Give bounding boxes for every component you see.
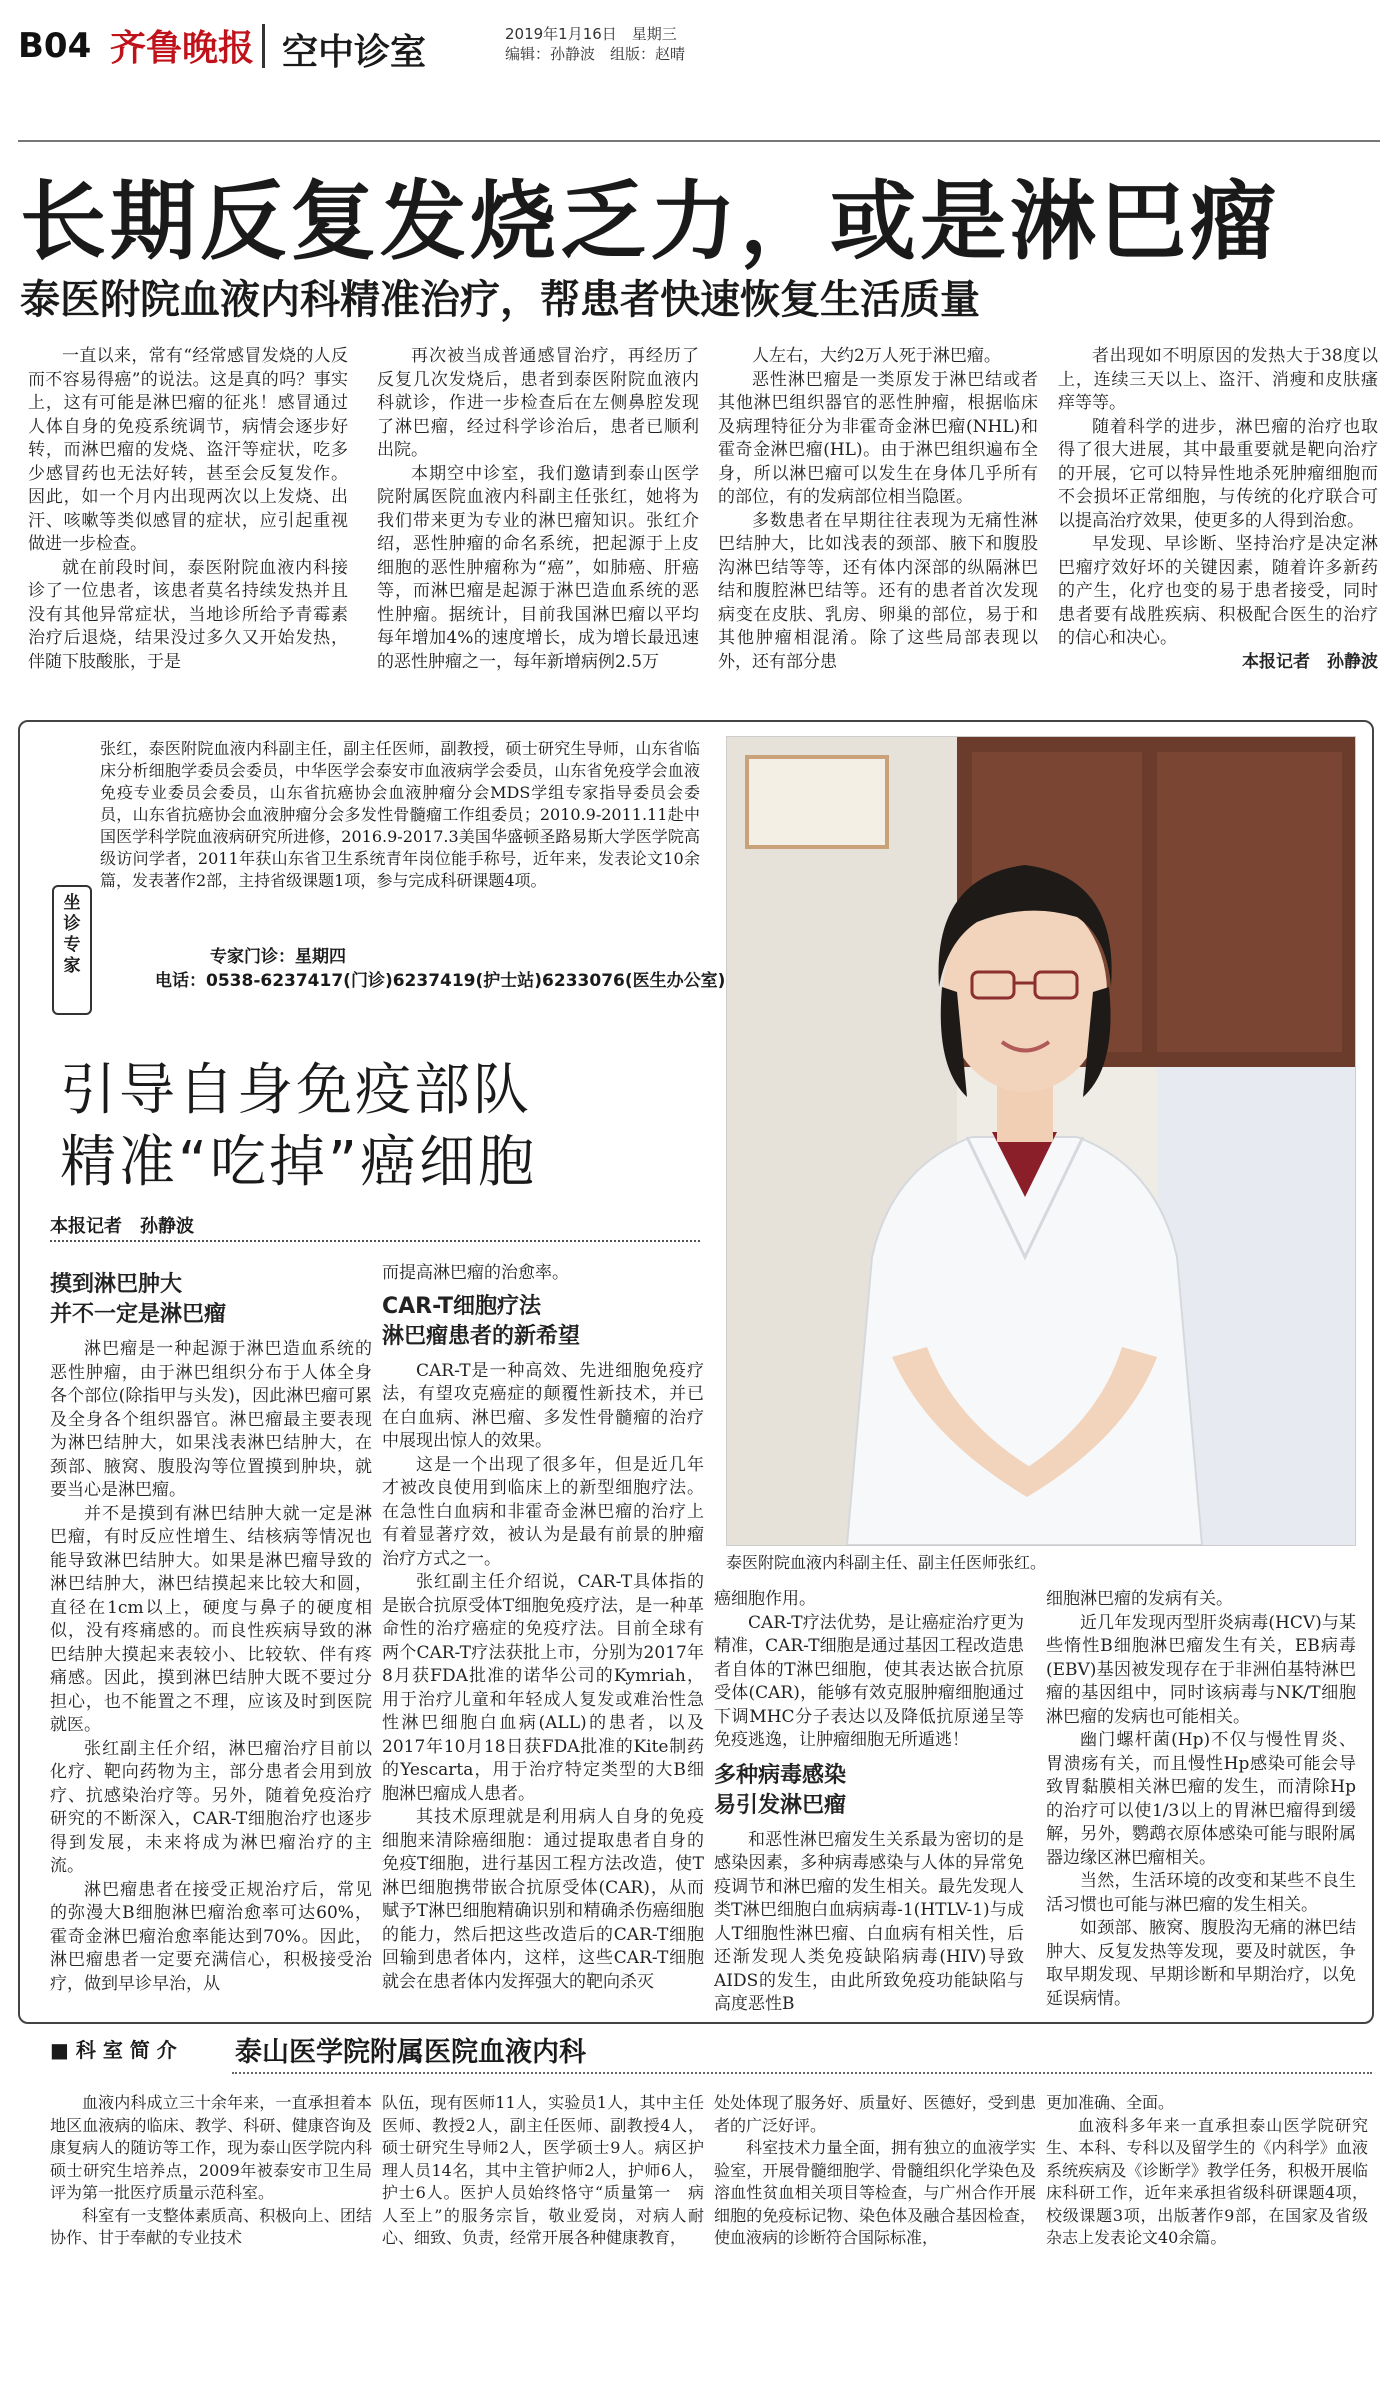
expert-tag-char: 专 xyxy=(63,935,81,955)
feature-byline: 本报记者 孙静波 xyxy=(50,1216,194,1237)
dept-rule xyxy=(232,2072,1372,2074)
paragraph: 张红副主任介绍，淋巴瘤治疗目前以化疗、靶向药物为主，部分患者会用到放疗、抗感染治疗等。另外，随着免疫治疗研究的不断深入，CAR-T细胞治疗也逐步得到发展，未来将成为淋巴瘤治疗的主流。 xyxy=(50,1738,372,1876)
section-heading: 多种病毒感染 xyxy=(714,1762,847,1788)
paragraph: 处处体现了服务好、质量好、医德好，受到患者的广泛好评。 xyxy=(714,2093,1036,2135)
header-separator xyxy=(262,24,265,68)
header-meta xyxy=(505,24,685,64)
expert-bio: 张红，泰医附院血液内科副主任，副主任医师，副教授，硕士研究生导师，山东省临床分析细胞学委员会委员，中华医学会泰安市血液病学会委员，山东省免疫学会血液免疫专业委员会委员，山东省抗癌协会血液肿瘤分会MDS学组专家指导委员会委员，山东省抗癌协会血液肿瘤分会多发性骨髓瘤工作组委员；2010.9-2011.11赴中国医学科学院血液病研究所进修，2016.9-2017.3美国华盛顿圣路易斯大学医学院高级访问学者，2011年获山东省卫生系统青年岗位能手称号，近年来，发表论文10余篇，发表著作2部，主持省级课题1项，参与完成科研课题4项。 xyxy=(100,739,700,890)
paragraph: 更加准确、全面。 xyxy=(1046,2093,1175,2112)
dept-column-4 xyxy=(1046,2092,1368,2250)
paragraph: 和恶性淋巴瘤发生关系最为密切的是感染因素，多种病毒感染与人体的异常免疫调节和淋巴瘤的发生相关。最先发现人类T淋巴细胞白血病病毒-1(HTLV-1)与成人T细胞性淋巴瘤、白血病有相关性，后还渐发现人类免疫缺陷病毒(HIV)导致AIDS的发生，由此所致免疫功能缺陷与高度恶性B xyxy=(714,1829,1024,2014)
dept-column-3 xyxy=(714,2092,1036,2250)
doctor-illustration xyxy=(727,737,1355,1545)
paragraph: 就在前段时间，泰医附院血液内科接诊了一位患者，该患者莫名持续发热并且没有其他异常症状，当地诊所给予青霉素治疗后退烧，结果没过多久又开始发热，伴随下肢酸胀，于是 xyxy=(28,557,348,672)
divider xyxy=(50,1240,700,1242)
paragraph: 科室有一支整体素质高、积极向上、团结协作、甘于奉献的专业技术 xyxy=(50,2205,372,2247)
expert-tag-char: 坐 xyxy=(63,893,81,913)
dept-label: ■ 科 室 简 介 xyxy=(50,2038,177,2062)
doctor-photo xyxy=(726,736,1356,1546)
paragraph: 张红副主任介绍说，CAR-T具体指的是嵌合抗原受体T细胞免疫疗法，是一种革命性的治疗癌症的免疫疗法。目前全球有两个CAR-T疗法获批上市，分别为2017年8月获FDA批准的诺华公司的Kymriah，用于治疗儿童和年轻成人复发或难治性急性淋巴细胞白血病(ALL)的患者，以及2017年10月18日获FDA批准的Kite制药的Yescarta，用于治疗特定类型的大B细胞淋巴瘤成人患者。 xyxy=(382,1572,704,1804)
paragraph: 当然，生活环境的改变和某些不良生活习惯也可能与淋巴瘤的发生相关。 xyxy=(1046,1871,1356,1915)
paragraph: 癌细胞作用。 xyxy=(714,1589,816,1609)
intro-column-3 xyxy=(718,345,1038,674)
paragraph: 再次被当成普通感冒治疗，再经历了反复几次发烧后，患者到泰医附院血液内科就诊，作进一步检查后在左侧鼻腔发现了淋巴瘤，经过科学诊治后，患者已顺利出院。 xyxy=(377,346,699,460)
paragraph: 恶性淋巴瘤是一类原发于淋巴结或者其他淋巴组织器官的恶性肿瘤，根据临床及病理特征分为非霍奇金淋巴瘤(NHL)和霍奇金淋巴瘤(HL)。由于淋巴组织遍布全身，所以淋巴瘤可以发生在身体几乎所有的部位，有的发病部位相当隐匿。 xyxy=(718,369,1038,507)
editors: 编辑：孙静波 组版：赵晴 xyxy=(505,45,686,63)
paragraph: 队伍，现有医师11人，实验员1人，其中主任医师、教授2人，副主任医师、副教授4人，硕士研究生导师2人，医学硕士9人。病区护理人员14名，其中主管护师2人，护师6人，护士6人。医护人员始终恪守“质量第一 病人至上”的服务宗旨，敬业爱岗，对病人耐心、细致、负责，经常开展各种健康教育， xyxy=(382,2093,704,2247)
paragraph: 血液内科成立三十余年来，一直承担着本地区血液病的临床、教学、科研、健康咨询及康复病人的随访等工作，现为泰山医学院内科硕士研究生培养点，2009年被泰安市卫生局评为第一批医疗质量示范科室。 xyxy=(50,2093,372,2202)
feature-title xyxy=(60,1055,710,1199)
intro-column-1 xyxy=(28,345,348,674)
clinic-hours: 专家门诊：星期四 xyxy=(210,947,346,967)
section-heading: 易引发淋巴瘤 xyxy=(714,1792,847,1818)
intro-byline: 本报记者 孙静波 xyxy=(1242,651,1378,672)
feature-title-line: 精准“吃掉”癌细胞 xyxy=(60,1130,538,1195)
paragraph: 者出现如不明原因的发热大于38度以上，连续三天以上、盗汗、消瘦和皮肤瘙痒等等。 xyxy=(1058,346,1378,413)
section-heading: 摸到淋巴肿大 xyxy=(50,1272,183,1297)
feature-column-d xyxy=(1046,1588,1356,2011)
paragraph: 而提高淋巴瘤的治愈率。 xyxy=(382,1263,569,1283)
paragraph: 科室技术力量全面，拥有独立的血液学实验室，开展骨髓细胞学、骨髓组织化学染色及溶血性贫血相关项目等检查，与广州合作开展细胞的免疫标记物、染色体及融合基因检查，使血液病的诊断符合国际标准， xyxy=(714,2138,1036,2247)
header-rule xyxy=(18,140,1380,142)
section-heading: 并不一定是淋巴瘤 xyxy=(50,1302,227,1327)
dept-column-1 xyxy=(50,2092,372,2250)
section-heading: 淋巴瘤患者的新希望 xyxy=(382,1323,581,1349)
paragraph: 如颈部、腋窝、腹股沟无痛的淋巴结肿大、反复发热等发现，要及时就医，争取早期发现、早期诊断和早期治疗，以免延误病情。 xyxy=(1046,1918,1356,2009)
dept-title: 泰山医学院附属医院血液内科 xyxy=(235,2037,586,2068)
paragraph: 一直以来，常有“经常感冒发烧的人反而不容易得癌”的说法。这是真的吗？事实上，这有可能是淋巴瘤的征兆！感冒通过人体自身的免疫系统调节，病情会逐步好转，而淋巴瘤的发烧、盗汗等症状，吃多少感冒药也无法好转，甚至会反复发作。因此，如一个月内出现两次以上发烧、出汗、咳嗽等类似感冒的症状，应引起重视做进一步检查。 xyxy=(28,346,348,554)
paragraph: 人左右，大约2万人死于淋巴瘤。 xyxy=(752,346,1001,366)
paragraph: 早发现、早诊断、坚持治疗是决定淋巴瘤疗效好坏的关键因素，随着许多新药的产生，化疗也变的易于患者接受，同时患者要有战胜疾病、积极配合医生的治疗的信心和决心。 xyxy=(1058,534,1378,648)
feature-column-a xyxy=(50,1270,372,1996)
dept-column-2 xyxy=(382,2092,704,2250)
paragraph: 幽门螺杆菌(Hp)不仅与慢性胃炎、胃溃疡有关，而且慢性Hp感染可能会导致胃黏膜相关淋巴瘤的发生，而清除Hp的治疗可以使1/3以上的胃淋巴瘤得到缓解，另外，鹦鹉衣原体感染可能与眼附属器边缘区淋巴瘤相关。 xyxy=(1046,1730,1356,1868)
paragraph: 其技术原理就是利用病人自身的免疫细胞来清除癌细胞：通过提取患者自身的免疫T细胞，进行基因工程方法改造，使T淋巴细胞携带嵌合抗原受体(CAR)，从而赋予T淋巴细胞精确识别和精确杀伤癌细胞的能力，然后把这些改造后的CAR-T细胞回输到患者体内，这样，这些CAR-T细胞就会在患者体内发挥强大的靶向杀灭 xyxy=(382,1807,704,1992)
expert-tag xyxy=(52,885,92,1015)
paragraph: 这是一个出现了很多年，但是近几年才被改良使用到临床上的新型细胞疗法。在急性白血病和非霍奇金淋巴瘤的治疗上有着显著疗效，被认为是最有前景的肿瘤治疗方式之一。 xyxy=(382,1454,704,1569)
feature-title-line: 引导自身免疫部队 xyxy=(60,1058,532,1123)
paragraph: 近几年发现丙型肝炎病毒(HCV)与某些惰性B细胞淋巴瘤发生有关，EB病毒(EBV)基因被发现存在于非洲伯基特淋巴瘤的基因组中，同时该病毒与NK/T细胞淋巴瘤的发病也可能相关。 xyxy=(1046,1612,1356,1727)
paragraph: CAR-T疗法优势，是让癌症治疗更为精准，CAR-T细胞是通过基因工程改造患者自体的T淋巴细胞，使其表达嵌合抗原受体(CAR)，能够有效克服肿瘤细胞通过下调MHC分子表达以及降低抗原递呈等免疫逃逸，让肿瘤细胞无所遁逃！ xyxy=(714,1612,1024,1750)
feature-column-c xyxy=(714,1588,1024,2017)
intro-column-2 xyxy=(377,345,699,674)
page-code: B04 xyxy=(18,26,92,66)
section-heading: CAR-T细胞疗法 xyxy=(382,1293,542,1319)
photo-caption: 泰医附院血液内科副主任、副主任医师张红。 xyxy=(726,1553,1047,1572)
paragraph: 本期空中诊室，我们邀请到泰山医学院附属医院血液内科副主任张红，她将为我们带来更为专业的淋巴瘤知识。张红介绍，恶性肿瘤的命名系统，把起源于上皮细胞的恶性肿瘤称为“癌”，如肺癌、肝癌等，而淋巴瘤是起源于淋巴造血系统的恶性肿瘤。据统计，目前我国淋巴瘤以平均每年增加4%的速度增长，成为增长最迅速的恶性肿瘤之一，每年新增病例2.5万 xyxy=(377,463,699,672)
paragraph: CAR-T是一种高效、先进细胞免疫疗法，有望攻克癌症的颠覆性新技术，并已在白血病、淋巴瘤、多发性骨髓瘤的治疗中展现出惊人的效果。 xyxy=(382,1360,704,1451)
paragraph: 随着科学的进步，淋巴瘤的治疗也取得了很大进展，其中最重要就是靶向治疗的开展，它可以特异性地杀死肿瘤细胞而不会损坏正常细胞，与传统的化疗联合可以提高治疗效果，使更多的人得到治愈。 xyxy=(1058,416,1378,531)
expert-tag-char: 诊 xyxy=(63,914,81,934)
newspaper-logo: 齐鲁晚报 xyxy=(110,27,255,69)
paragraph: 多数患者在早期往往表现为无痛性淋巴结肿大，比如浅表的颈部、腋下和腹股沟淋巴结等等，还有体内深部的纵隔淋巴结和腹腔淋巴结等。还有的患者首次发现病变在皮肤、乳房、卵巢的部位，易于和其他肿瘤相混淆。除了这些局部表现以外，还有部分患 xyxy=(718,510,1038,672)
paragraph: 血液科多年来一直承担泰山医学院研究生、本科、专科以及留学生的《内科学》血液系统疾病及《诊断学》教学任务，积极开展临床科研工作，近年来承担省级科研课题4项，校级课题3项，出版著作9部，在国家及省级杂志上发表论文40余篇。 xyxy=(1046,2115,1368,2247)
paragraph: 细胞淋巴瘤的发病有关。 xyxy=(1046,1589,1233,1609)
intro-column-4 xyxy=(1058,345,1378,674)
section-title: 空中诊室 xyxy=(282,32,427,73)
paragraph: 淋巴瘤患者在接受正规治疗后，常见的弥漫大B细胞淋巴瘤治愈率可达60%，霍奇金淋巴瘤治愈率能达到70%。因此，淋巴瘤患者一定要充满信心，积极接受治疗，做到早诊早治，从 xyxy=(50,1879,372,1994)
clinic-info xyxy=(155,945,725,993)
issue-date: 2019年1月16日 星期三 xyxy=(505,25,677,43)
paragraph: 并不是摸到有淋巴结肿大就一定是淋巴瘤，有时反应性增生、结核病等情况也能导致淋巴结肿大。如果是淋巴瘤导致的淋巴结肿大，淋巴结摸起来比较大和圆，直径在1cm以上，硬度与鼻子的硬度相似，没有疼痛感的。而良性疾病导致的淋巴结肿大摸起来表较小、比较软、伴有疼痛感。因此，摸到淋巴结肿大既不要过分担心，也不能置之不理，应该及时到医院就医。 xyxy=(50,1503,372,1735)
expert-tag-char: 家 xyxy=(63,956,81,976)
headline: 长期反复发烧乏力，或是淋巴瘤 xyxy=(20,172,1280,272)
subheadline: 泰医附院血液内科精准治疗，帮患者快速恢复生活质量 xyxy=(20,277,980,323)
clinic-phones: 电话：0538-6237417(门诊)6237419(护士站)6233076(医生办公室) xyxy=(155,971,726,991)
paragraph: 淋巴瘤是一种起源于淋巴造血系统的恶性肿瘤，由于淋巴组织分布于人体全身各个部位(除指甲与头发)，因此淋巴瘤可累及全身各个组织器官。淋巴瘤最主要表现为淋巴结肿大，如果浅表淋巴结肿大，在颈部、腋窝、腹股沟等位置摸到肿块，就要当心是淋巴瘤。 xyxy=(50,1339,372,1500)
feature-column-b xyxy=(382,1262,704,1994)
